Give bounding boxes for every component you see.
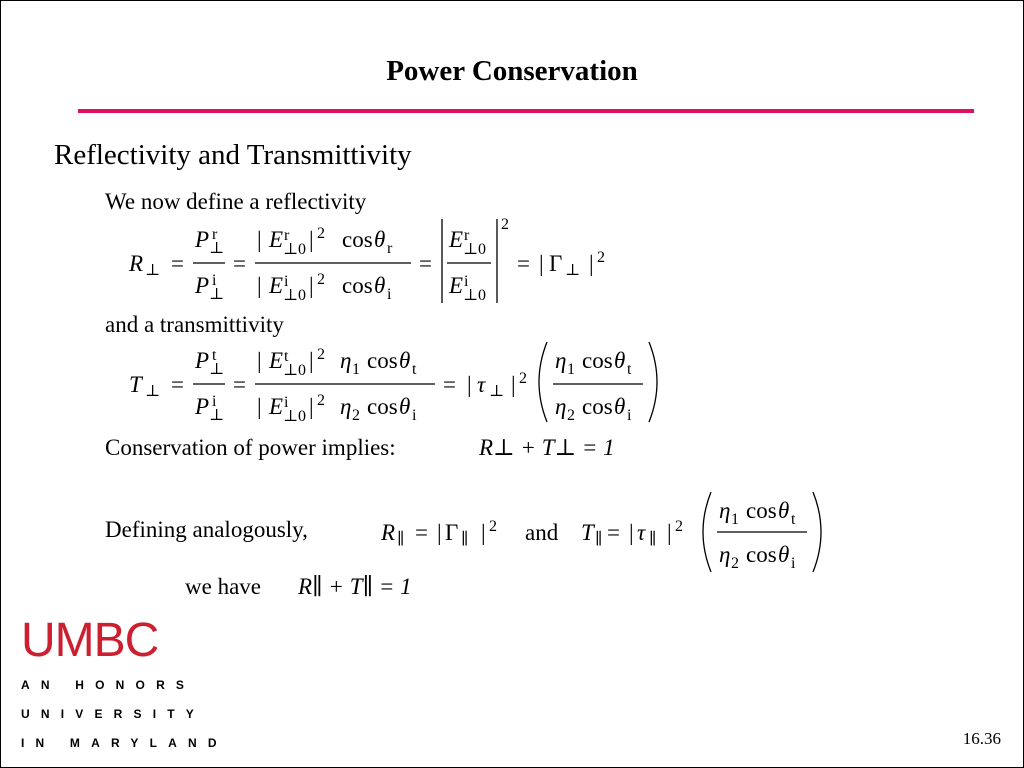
svg-text:P: P — [195, 348, 210, 373]
svg-text:⊥: ⊥ — [209, 240, 225, 257]
svg-text:1: 1 — [352, 361, 360, 378]
svg-text:=: = — [419, 251, 432, 276]
svg-text:R: R — [381, 520, 396, 545]
svg-text:2: 2 — [597, 249, 605, 266]
svg-text:⊥0: ⊥0 — [283, 362, 307, 379]
svg-text:t: t — [284, 348, 289, 365]
svg-text:2: 2 — [352, 407, 360, 424]
svg-text:η: η — [555, 348, 567, 373]
parallel-definitions-equation — [381, 488, 841, 580]
svg-text:⊥0: ⊥0 — [283, 408, 307, 425]
svg-text:T: T — [129, 372, 142, 397]
svg-text:=: = — [171, 251, 184, 276]
svg-text:i: i — [627, 407, 632, 424]
svg-text:E: E — [269, 227, 284, 252]
svg-text:cos: cos — [582, 348, 613, 373]
svg-text:and: and — [525, 520, 559, 545]
svg-text:t: t — [412, 361, 417, 378]
svg-text:θ: θ — [778, 542, 790, 567]
text-we-have: we have — [185, 574, 261, 599]
svg-text:|: | — [309, 348, 314, 373]
svg-text:θ: θ — [374, 227, 386, 252]
svg-text:2: 2 — [489, 518, 497, 535]
svg-text:cos: cos — [582, 394, 613, 419]
svg-text:2: 2 — [731, 555, 739, 572]
svg-text:|: | — [257, 227, 262, 252]
svg-text:η: η — [719, 542, 731, 567]
svg-text:|: | — [437, 520, 442, 545]
svg-text:2: 2 — [317, 346, 325, 363]
svg-text:η: η — [719, 498, 731, 523]
svg-text:⊥0: ⊥0 — [463, 287, 487, 304]
svg-text:r: r — [464, 227, 470, 244]
text-and-transmittivity: and a transmittivity — [105, 312, 284, 337]
svg-text:1: 1 — [731, 511, 739, 528]
svg-text:t: t — [791, 511, 796, 528]
svg-text:|: | — [667, 520, 672, 545]
svg-text:t: t — [627, 361, 632, 378]
svg-text:T: T — [581, 520, 594, 545]
text-define-reflectivity: We now define a reflectivity — [105, 189, 367, 214]
svg-text:=: = — [443, 372, 456, 397]
svg-text:t: t — [212, 347, 217, 364]
svg-text:2: 2 — [317, 392, 325, 409]
svg-text:2: 2 — [501, 216, 509, 233]
svg-text:τ: τ — [637, 520, 646, 545]
section-heading: Reflectivity and Transmittivity — [54, 139, 412, 171]
svg-text:=: = — [517, 251, 530, 276]
svg-text:⊥: ⊥ — [145, 383, 161, 400]
svg-text:i: i — [284, 394, 289, 411]
title-underline — [78, 109, 974, 113]
transmittivity-equation — [129, 334, 689, 434]
slide-number: 16.36 — [962, 729, 1001, 748]
svg-text:τ: τ — [477, 372, 486, 397]
svg-text:2: 2 — [317, 225, 325, 242]
conservation-perp-equation: R⊥ + T⊥ = 1 — [479, 435, 615, 460]
logo-wordmark: UMBC — [21, 614, 159, 667]
svg-text:|: | — [257, 348, 262, 373]
svg-text:⊥: ⊥ — [209, 361, 225, 378]
svg-text:P: P — [195, 394, 210, 419]
svg-text:i: i — [212, 393, 217, 410]
svg-text:|: | — [309, 394, 314, 419]
logo-tagline-2: UNIVERSITY — [21, 707, 206, 721]
svg-text:i: i — [791, 555, 796, 572]
svg-text:⊥0: ⊥0 — [463, 241, 487, 258]
svg-text:E: E — [449, 227, 464, 252]
svg-text:|: | — [257, 273, 262, 298]
svg-text:|: | — [467, 372, 472, 397]
svg-text:cos: cos — [367, 348, 398, 373]
svg-text:|: | — [511, 372, 516, 397]
svg-text:=: = — [171, 372, 184, 397]
logo-tagline-3: IN MARYLAND — [21, 736, 228, 750]
svg-text:2: 2 — [519, 370, 527, 387]
svg-text:|: | — [539, 251, 544, 276]
svg-text:i: i — [464, 273, 469, 290]
svg-text:⊥: ⊥ — [145, 262, 161, 279]
logo-tagline-1: AN HONORS — [21, 678, 196, 692]
svg-text:i: i — [412, 407, 417, 424]
svg-text:r: r — [212, 226, 218, 243]
svg-text:|: | — [257, 394, 262, 419]
svg-text:P: P — [195, 273, 210, 298]
svg-text:⊥0: ⊥0 — [283, 241, 307, 258]
svg-text:|: | — [309, 227, 314, 252]
svg-text:η: η — [340, 394, 352, 419]
svg-text:∥: ∥ — [461, 531, 469, 548]
text-conservation: Conservation of power implies: — [105, 435, 396, 460]
svg-text:θ: θ — [374, 273, 386, 298]
svg-text:E: E — [269, 394, 284, 419]
slide-title: Power Conservation — [386, 55, 638, 87]
svg-text:r: r — [387, 240, 393, 257]
svg-text:r: r — [284, 227, 290, 244]
svg-text:E: E — [449, 273, 464, 298]
svg-text:i: i — [284, 273, 289, 290]
svg-text:i: i — [387, 286, 392, 303]
svg-text:⊥: ⊥ — [489, 383, 505, 400]
svg-text:θ: θ — [399, 348, 411, 373]
svg-text:∥: ∥ — [595, 531, 603, 548]
svg-text:|: | — [481, 520, 486, 545]
svg-text:⊥: ⊥ — [565, 262, 581, 279]
svg-text:|: | — [629, 520, 634, 545]
svg-text:η: η — [340, 348, 352, 373]
svg-text:θ: θ — [614, 348, 626, 373]
svg-text:=: = — [415, 520, 428, 545]
svg-text:1: 1 — [567, 361, 575, 378]
svg-text:θ: θ — [614, 394, 626, 419]
svg-text:cos: cos — [342, 227, 373, 252]
svg-text:i: i — [212, 272, 217, 289]
svg-text:=: = — [233, 372, 246, 397]
conservation-par-equation: R∥ + T∥ = 1 — [298, 574, 412, 599]
svg-text:E: E — [269, 348, 284, 373]
svg-text:⊥: ⊥ — [209, 407, 225, 424]
svg-text:θ: θ — [399, 394, 411, 419]
svg-text:P: P — [195, 227, 210, 252]
svg-text:2: 2 — [567, 407, 575, 424]
text-defining: Defining analogously, — [105, 517, 308, 542]
svg-text:E: E — [269, 273, 284, 298]
svg-text:cos: cos — [367, 394, 398, 419]
svg-text:R: R — [129, 251, 144, 276]
svg-text:|: | — [589, 251, 594, 276]
svg-text:η: η — [555, 394, 567, 419]
svg-text:Γ: Γ — [549, 251, 563, 276]
reflectivity-equation — [129, 213, 629, 313]
svg-text:cos: cos — [342, 273, 373, 298]
svg-text:|: | — [309, 273, 314, 298]
svg-text:=: = — [233, 251, 246, 276]
svg-text:2: 2 — [675, 518, 683, 535]
svg-text:cos: cos — [746, 542, 777, 567]
svg-text:∥: ∥ — [397, 531, 405, 548]
svg-text:θ: θ — [778, 498, 790, 523]
svg-text:=: = — [607, 520, 620, 545]
svg-text:∥: ∥ — [649, 531, 657, 548]
svg-text:cos: cos — [746, 498, 777, 523]
svg-text:2: 2 — [317, 271, 325, 288]
umbc-logo — [21, 614, 228, 750]
svg-text:⊥0: ⊥0 — [283, 287, 307, 304]
svg-text:⊥: ⊥ — [209, 286, 225, 303]
svg-text:Γ: Γ — [445, 520, 459, 545]
